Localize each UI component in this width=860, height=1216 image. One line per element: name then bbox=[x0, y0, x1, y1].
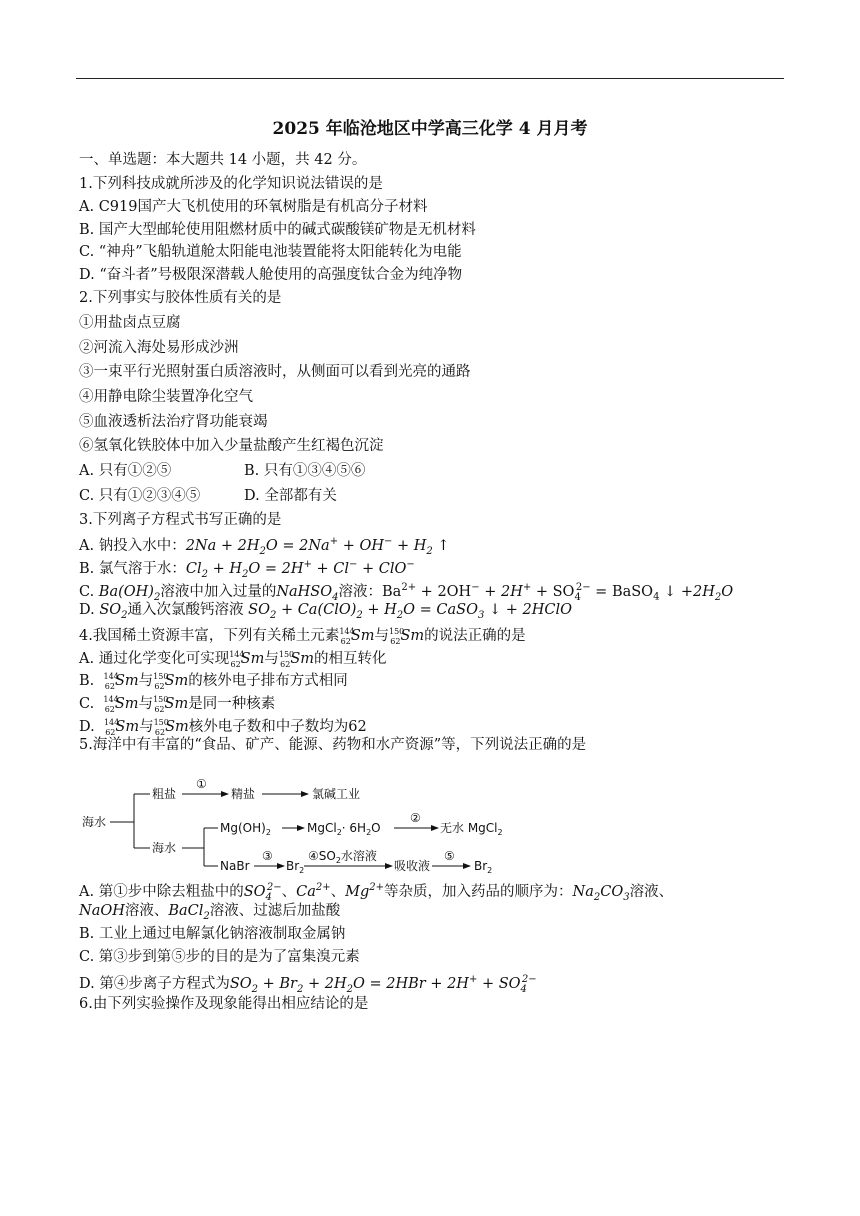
q5-option-c: C. 第③步到第⑤步的目的是为了富集溴元素 bbox=[79, 949, 360, 965]
q6-stem: 6.由下列实验操作及现象能得出相应结论的是 bbox=[79, 996, 369, 1012]
q2-item: ①用盐卤点豆腐 bbox=[79, 315, 181, 331]
diagram-seawater2: 海水 bbox=[152, 841, 177, 855]
diagram-step2: ② bbox=[410, 811, 421, 825]
diagram-seawater: 海水 bbox=[82, 815, 107, 829]
q2-stem: 2.下列事实与胶体性质有关的是 bbox=[79, 290, 282, 306]
diagram-chlor-alkali: 氯碱工业 bbox=[312, 787, 361, 801]
diagram-mgcl2-hydrate: MgCl$_2$· $6H_2O$ bbox=[307, 821, 381, 837]
diagram-crude-salt: 粗盐 bbox=[152, 787, 177, 801]
q1-stem: 1.下列科技成就所涉及的化学知识说法错误的是 bbox=[79, 176, 383, 192]
q2-item: ③一束平行光照射蛋白质溶液时，从侧面可以看到光亮的通路 bbox=[79, 364, 471, 380]
q3-option-c: C. $Ba(OH)_2$溶液中加入过量的NaHSO$_4$溶液：$Ba^{2+} + 2OH^- + 2H^+ + SO_4^{2-}$ = BaSO$_4$ ↓ $+2H_2O$ bbox=[79, 582, 734, 603]
q1-option-b: B. 国产大型邮轮使用阻燃材质中的碱式碳酸镁矿物是无机材料 bbox=[79, 222, 476, 238]
q5-option-a-line1: A. 第①步中除去粗盐中的$SO_4^{2-}$、$Ca^{2+}$、$Mg^{2+}$等杂质，加入药品的顺序为：$Na_2CO_3$溶液、 bbox=[79, 882, 674, 903]
q2-option-b: B. 只有①③④⑤⑥ bbox=[244, 463, 366, 479]
q2-item: ②河流入海处易形成沙洲 bbox=[79, 340, 239, 356]
diagram-step3: ③ bbox=[262, 849, 273, 863]
q2-option-a: A. 只有①②⑤ bbox=[79, 463, 172, 479]
q5-option-a-line2: NaOH溶液、BaCl$_2$溶液、过滤后加盐酸 bbox=[79, 903, 341, 922]
q3-option-b: B. 氯气溶于水：$Cl_2 + H_2O = 2H^+ + Cl^- + ClO^-$ bbox=[79, 559, 415, 580]
q4-option-c: C. $^{144}_{62}$Sm与$^{150}_{62}$Sm是同一种核素 bbox=[79, 695, 276, 714]
q2-option-d: D. 全部都有关 bbox=[244, 488, 337, 504]
diagram-anhydrous-mgcl2: 无水 MgCl$_2$ bbox=[440, 821, 503, 837]
q4-option-d: D. $^{144}_{62}$Sm与$^{150}_{62}$Sm核外电子数和中子数均为62 bbox=[79, 718, 367, 737]
diagram-absorb: 吸收液 bbox=[394, 859, 431, 873]
seawater-process-diagram bbox=[78, 772, 508, 874]
q3-stem: 3.下列离子方程式书写正确的是 bbox=[79, 512, 282, 528]
diagram-mgoh2: $Mg(OH)_2$ bbox=[220, 821, 271, 837]
section-heading: 一、单选题：本大题共 14 小题，共 42 分。 bbox=[79, 152, 367, 168]
q4-option-b: B. $^{144}_{62}$Sm与$^{150}_{62}$Sm的核外电子排布方式相同 bbox=[79, 672, 348, 691]
diagram-refined-salt: 精盐 bbox=[231, 787, 256, 801]
q5-option-d: D. 第④步离子方程式为$SO_2 + Br_2 + 2H_2O = 2HBr + 2H^+ + SO_4^{2-}$ bbox=[79, 974, 537, 995]
header-rule bbox=[76, 78, 784, 79]
q5-option-b: B. 工业上通过电解氯化钠溶液制取金属钠 bbox=[79, 926, 346, 942]
diagram-step1: ① bbox=[196, 777, 207, 791]
diagram-nabr: NaBr bbox=[220, 859, 250, 873]
diagram-br2: $Br_2$ bbox=[286, 859, 305, 874]
q4-option-a: A. 通过化学变化可实现$^{144}_{62}$Sm与$^{150}_{62}$Sm的相互转化 bbox=[79, 650, 387, 669]
q5-stem: 5.海洋中有丰富的“食品、矿产、能源、药物和水产资源”等，下列说法正确的是 bbox=[79, 737, 587, 753]
diagram-br2b: $Br_2$ bbox=[474, 859, 493, 874]
diagram-step5: ⑤ bbox=[444, 849, 455, 863]
q3-option-a: A. 钠投入水中：$2Na + 2H_2O = 2Na^+ + OH^- + H_2$ ↑ bbox=[79, 536, 450, 557]
q2-option-c: C. 只有①②③④⑤ bbox=[79, 488, 201, 504]
diagram-step4: $④SO_2$水溶液 bbox=[308, 849, 377, 865]
q2-item: ⑤血液透析法治疗肾功能衰竭 bbox=[79, 414, 268, 430]
q1-option-d: D. “奋斗者”号极限深潜载人舱使用的高强度钛合金为纯净物 bbox=[79, 267, 463, 283]
q3-option-d: D. $SO_2$通入次氯酸钙溶液 $SO_2 + Ca(ClO)_2 + H_2O$ = CaSO$_3$ ↓ + 2HClO bbox=[79, 602, 572, 621]
page-title: 2025 年临沧地区中学高三化学 4 月月考 bbox=[272, 119, 588, 139]
q2-item: ⑥氢氧化铁胶体中加入少量盐酸产生红褐色沉淀 bbox=[79, 438, 384, 454]
q2-item: ④用静电除尘装置净化空气 bbox=[79, 389, 253, 405]
q1-option-a: A. C919国产大飞机使用的环氧树脂是有机高分子材料 bbox=[79, 199, 428, 215]
q1-option-c: C. “神舟”飞船轨道舱太阳能电池装置能将太阳能转化为电能 bbox=[79, 244, 462, 260]
q4-stem: 4.我国稀土资源丰富，下列有关稀土元素$^{144}_{62}$Sm与$^{150}_{62}$Sm的说法正确的是 bbox=[79, 627, 526, 646]
